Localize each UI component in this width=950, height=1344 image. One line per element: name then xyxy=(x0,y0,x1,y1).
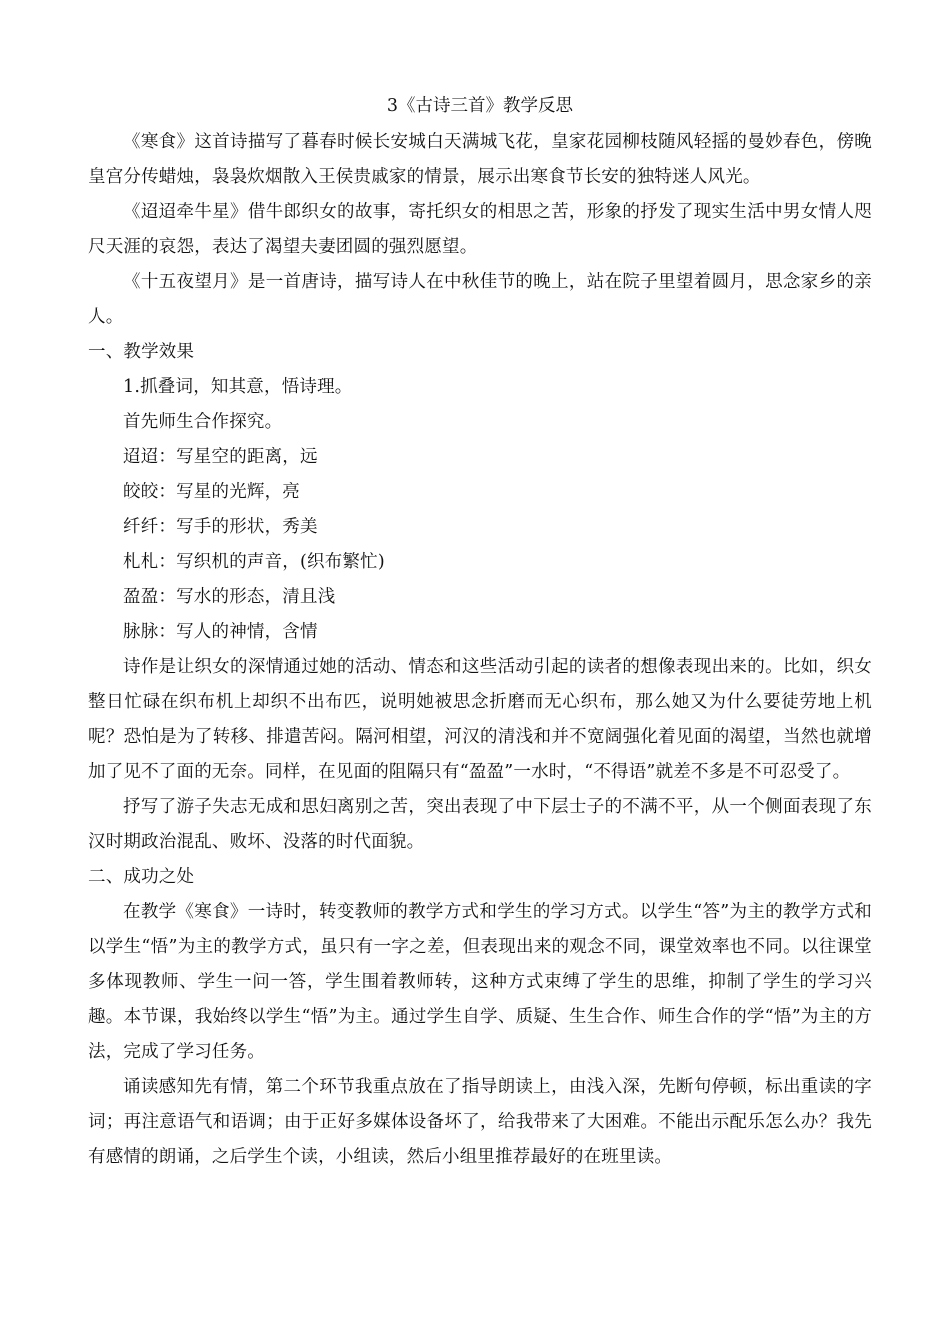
paragraph-cooperation: 首先师生合作探究。 xyxy=(123,412,283,432)
paragraph-recitation: 诵读感知先有情，第二个环节我重点放在了指导朗读上，由浅入深，先断句停顿，标出重读的字词；再注意语气和语调；由于正好多媒体设备坏了，给我带来了大困难。不能出示配乐怎么办？我先有感情的朗诵，之后学生个读，小组读，然后小组里推荐最好的在班里读。 xyxy=(88,1077,872,1167)
paragraph-tiaotiao-intro: 《迢迢牵牛星》借牛郎织女的故事，寄托织女的相思之苦，形象的抒发了现实生活中男女情人咫尺天涯的哀怨，表达了渴望夫妻团圆的强烈愿望。 xyxy=(88,202,872,257)
reduplicated-word-tiaotiao: 迢迢：写星空的距离，远 xyxy=(123,447,318,467)
reduplicated-word-yingying: 盈盈：写水的形态，清且浅 xyxy=(123,587,336,607)
paragraph-point-1: 1.抓叠词，知其意，悟诗理。 xyxy=(123,377,353,397)
section-heading-teaching-effect: 一、教学效果 xyxy=(88,342,195,362)
paragraph-shiwuye-intro: 《十五夜望月》是一首唐诗，描写诗人在中秋佳节的晚上，站在院子里望着圆月，思念家乡的亲人。 xyxy=(88,272,872,327)
reduplicated-word-jiaojiao: 皎皎：写星的光辉，亮 xyxy=(123,482,300,502)
paragraph-teaching-method: 在教学《寒食》一诗时，转变教师的教学方式和学生的学习方式。以学生“答”为主的教学方式和以学生“悟”为主的教学方式，虽只有一字之差，但表现出来的观念不同，课堂效率也不同。以往课堂多体现教师、学生一问一答，学生围着教师转，这种方式束缚了学生的思维，抑制了学生的学习兴趣。本节课，我始终以学生“悟”为主。通过学生自学、质疑、生生合作、师生合作的学“悟”为主的方法，完成了学习任务。 xyxy=(88,902,872,1062)
paragraph-theme-summary: 抒写了游子失志无成和思妇离别之苦，突出表现了中下层士子的不满不平，从一个侧面表现了东汉时期政治混乱、败坏、没落的时代面貌。 xyxy=(88,797,872,852)
reduplicated-word-zhazha: 札札：写织机的声音，(织布繁忙) xyxy=(123,552,385,572)
section-heading-success: 二、成功之处 xyxy=(88,867,195,887)
reduplicated-word-xianxian: 纤纤：写手的形状，秀美 xyxy=(123,517,318,537)
paragraph-hanshi-intro: 《寒食》这首诗描写了暮春时候长安城白天满城飞花，皇家花园柳枝随风轻摇的曼妙春色，傍晚皇宫分传蜡烛，袅袅炊烟散入王侯贵戚家的情景，展示出寒食节长安的独特迷人风光。 xyxy=(88,132,872,187)
reduplicated-word-momo: 脉脉：写人的神情，含情 xyxy=(123,622,318,642)
document-title: 3《古诗三首》教学反思 xyxy=(386,96,574,116)
paragraph-poem-analysis: 诗作是让织女的深情通过她的活动、情态和这些活动引起的读者的想像表现出来的。比如，织女整日忙碌在织布机上却织不出布匹，说明她被思念折磨而无心织布，那么她又为什么要徒劳地上机呢？恐怕是为了转移、排遣苦闷。隔河相望，河汉的清浅和并不宽阔强化着见面的渴望，当然也就增加了见不了面的无奈。同样，在见面的阻隔只有“盈盈”一水时，“不得语”就差不多是不可忍受了。 xyxy=(88,657,872,782)
